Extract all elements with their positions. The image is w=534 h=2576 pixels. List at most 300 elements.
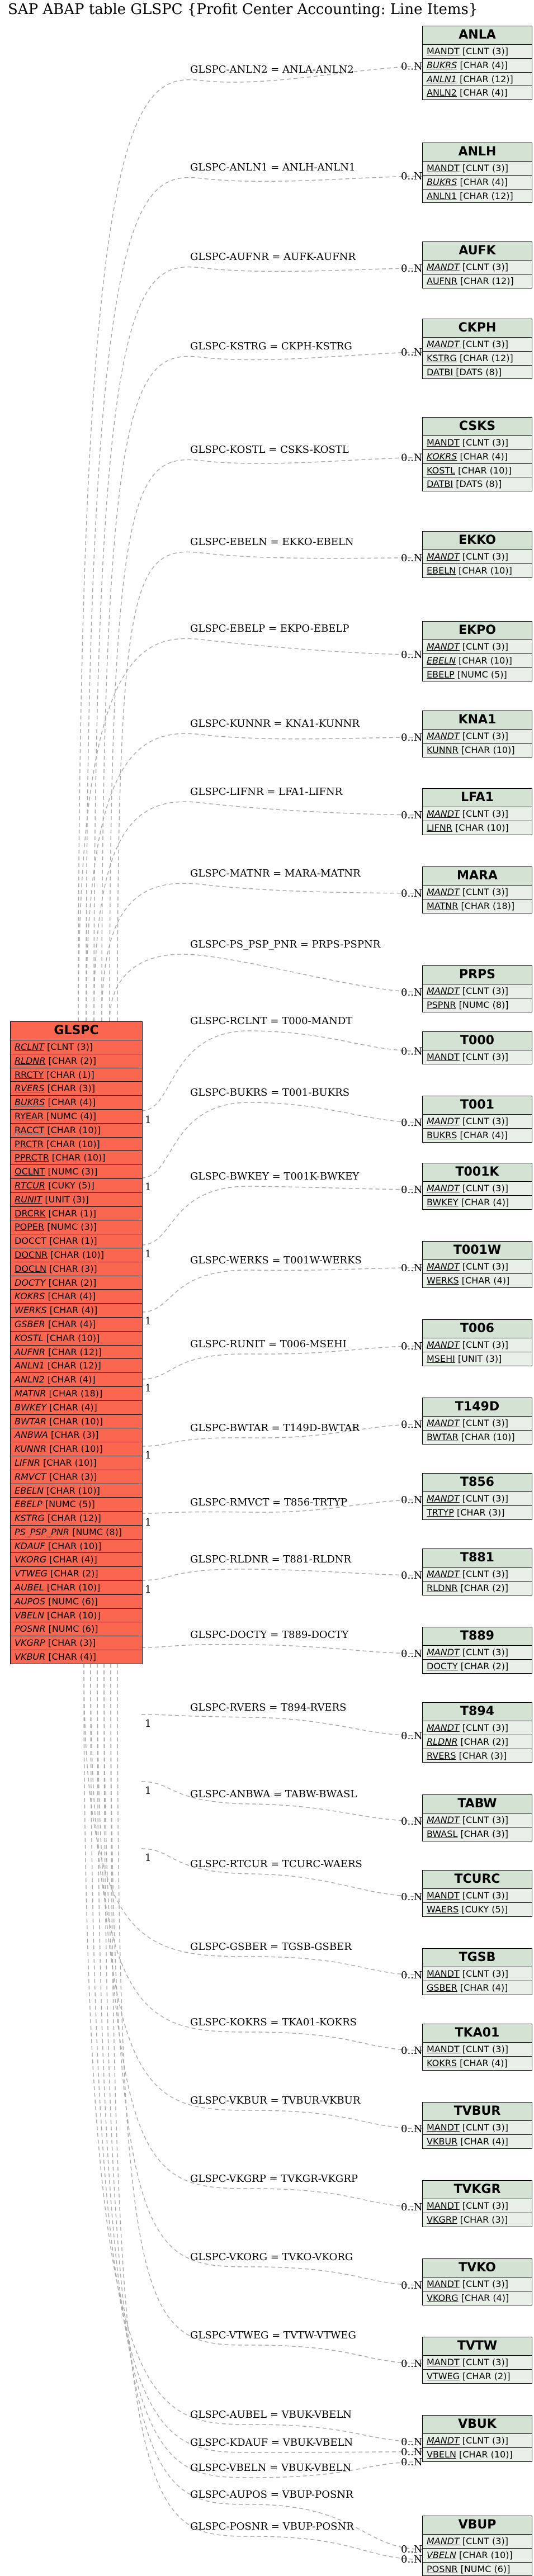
relation-edge: [111, 1664, 422, 2285]
field-row: [11, 1248, 142, 1262]
field-name: DOCTY: [15, 1277, 46, 1288]
field-name: MANDT: [427, 1052, 460, 1062]
field-type: [CHAR (10)]: [456, 655, 512, 666]
relation-edge: [86, 176, 422, 1021]
field-name: RVERS: [427, 1750, 456, 1761]
field-name: VKORG: [15, 1554, 47, 1565]
table-vbuk[interactable]: [422, 2415, 532, 2462]
field-row: [423, 899, 532, 913]
field-name: MANDT: [427, 1569, 460, 1579]
relation-label: GLSPC-BWKEY = T001K-BWKEY: [190, 1171, 360, 1182]
field-name: DRCRK: [15, 1208, 46, 1219]
field-row: [11, 1138, 142, 1152]
field-type: [CHAR (2)]: [48, 1568, 98, 1579]
field-name: MANDT: [427, 163, 460, 173]
relation-label: GLSPC-ANLN1 = ANLH-ANLN1: [190, 162, 356, 173]
cardinality-target: 0..N: [401, 809, 423, 821]
field-name: MANDT: [427, 1968, 460, 1979]
field-type: [CLNT (3)]: [459, 1261, 508, 1272]
field-name: MANDT: [427, 731, 460, 741]
field-row: [423, 1581, 532, 1595]
field-row: [11, 1207, 142, 1221]
table-tvbur[interactable]: [422, 2102, 532, 2149]
field-type: [NUMC (4)]: [44, 1110, 97, 1121]
field-row: [11, 1193, 142, 1207]
field-row: [11, 1636, 142, 1650]
field-type: [UNIT (3)]: [455, 1353, 502, 1364]
field-type: [CHAR (3)]: [457, 1828, 508, 1839]
field-type: [CHAR (10)]: [46, 1415, 103, 1427]
field-type: [CLNT (3)]: [459, 1890, 508, 1901]
field-type: [CLNT (3)]: [459, 641, 508, 652]
field-name: MANDT: [427, 2044, 460, 2054]
table-tvtw[interactable]: [422, 2337, 532, 2384]
table-header: T894: [423, 1703, 532, 1721]
relation-label: GLSPC-KUNNR = KNA1-KUNNR: [190, 718, 360, 730]
field-type: [CHAR (2)]: [460, 2370, 511, 2381]
field-type: [NUMC (6)]: [45, 1623, 98, 1635]
cardinality-source: 1: [145, 1315, 152, 1327]
table-t001w[interactable]: [422, 1241, 532, 1288]
table-ekpo[interactable]: [422, 621, 532, 681]
field-row: [423, 2291, 532, 2305]
field-name: RACCT: [15, 1124, 45, 1135]
field-row: [11, 1290, 142, 1304]
relation-edge: [104, 1664, 422, 2207]
table-header: ANLA: [423, 26, 532, 45]
table-lfa1[interactable]: [422, 788, 532, 835]
field-type: [CHAR (12)]: [456, 352, 513, 363]
cardinality-target: 0..N: [401, 1569, 423, 1581]
table-header: T006: [423, 1320, 532, 1338]
field-type: [CHAR (4)]: [45, 1097, 96, 1108]
table-ckph[interactable]: [422, 319, 532, 379]
table-t001[interactable]: [422, 1096, 532, 1143]
field-row: [423, 1492, 532, 1506]
cardinality-target: 0..N: [401, 2554, 423, 2566]
field-row: [423, 2121, 532, 2135]
field-name: DOCTY: [427, 1660, 458, 1671]
field-row: [11, 1595, 142, 1609]
field-type: [CHAR (10)]: [43, 1332, 100, 1343]
field-name: MANDT: [427, 641, 460, 652]
field-type: [NUMC (5)]: [42, 1499, 95, 1510]
relation-edge: [141, 1183, 423, 1245]
field-type: [CHAR (10)]: [458, 1431, 515, 1442]
field-name: VKORG: [427, 2292, 459, 2303]
cardinality-target: 0..N: [401, 1183, 423, 1196]
field-name: MANDT: [427, 46, 460, 56]
field-name: KOSTL: [427, 465, 456, 476]
field-type: [NUMC (3)]: [45, 1166, 98, 1177]
table-tvkgr[interactable]: [422, 2180, 532, 2227]
field-type: [CHAR (2)]: [45, 1055, 97, 1066]
cardinality-target: 0..N: [401, 1647, 423, 1660]
table-tcurc[interactable]: [422, 1870, 532, 1917]
table-tka01[interactable]: [422, 2024, 532, 2071]
field-type: [CLNT (3)]: [459, 2200, 508, 2211]
relation-edge: [141, 1102, 422, 1178]
field-row: [423, 984, 532, 998]
field-type: [CHAR (4)]: [459, 1275, 510, 1286]
field-row: [11, 1040, 142, 1054]
table-header: TCURC: [423, 1871, 532, 1889]
field-row: [423, 45, 532, 59]
field-type: [CHAR (4)]: [45, 1318, 96, 1329]
relation-label: GLSPC-AUFNR = AUFK-AUFNR: [190, 251, 356, 263]
table-anla[interactable]: [422, 26, 532, 100]
field-row: [11, 1553, 142, 1567]
field-row: [11, 1054, 142, 1068]
field-type: [CHAR (10)]: [44, 1609, 101, 1621]
field-type: [CLNT (3)]: [459, 2435, 508, 2446]
field-type: [CLNT (3)]: [459, 1722, 508, 1733]
field-type: [CHAR (12)]: [456, 73, 513, 84]
table-anlh[interactable]: [422, 143, 532, 203]
field-type: [CHAR (4)]: [46, 1401, 97, 1413]
field-row: [423, 274, 532, 288]
field-name: MANDT: [427, 551, 460, 562]
field-row: [423, 1721, 532, 1735]
field-name: EBELN: [427, 655, 456, 666]
field-name: MANDT: [427, 2435, 460, 2446]
field-type: [CHAR (3)]: [44, 1083, 96, 1094]
field-row: [11, 1234, 142, 1248]
field-type: [NUMC (6)]: [457, 2563, 511, 2574]
field-name: BWASL: [427, 1828, 458, 1839]
field-row: [423, 2370, 532, 2383]
table-csks[interactable]: [422, 417, 532, 491]
field-type: [CHAR (12)]: [44, 1513, 101, 1524]
field-name: ANLN1: [427, 73, 457, 84]
field-row: [423, 744, 532, 757]
table-t001k[interactable]: [422, 1163, 532, 1210]
table-aufk[interactable]: [422, 242, 532, 288]
field-name: MANDT: [427, 2536, 460, 2546]
field-name: KOKRS: [427, 2057, 457, 2068]
field-type: [CHAR (10)]: [458, 744, 515, 755]
field-type: [CHAR (10)]: [455, 465, 512, 476]
table-t881[interactable]: [422, 1549, 532, 1595]
field-type: [CHAR (10)]: [40, 1457, 97, 1468]
field-name: BUKRS: [427, 176, 457, 187]
field-type: [UNIT (3)]: [42, 1194, 89, 1205]
field-name: RLDNR: [427, 1582, 458, 1593]
relation-edge: [102, 883, 422, 1021]
field-type: [CLNT (3)]: [459, 986, 508, 996]
field-type: [CLNT (3)]: [459, 1493, 508, 1504]
field-name: MANDT: [427, 2357, 460, 2367]
table-t889[interactable]: [422, 1627, 532, 1674]
field-row: [423, 1129, 532, 1142]
field-type: [CHAR (4)]: [44, 1374, 96, 1385]
cardinality-target: 0..N: [401, 986, 423, 998]
relation-label: GLSPC-BWTAR = T149D-BWTAR: [190, 1422, 360, 1434]
table-header: TVBUR: [423, 2103, 532, 2121]
relation-edge: [94, 267, 422, 1021]
field-type: [CHAR (10)]: [44, 1485, 100, 1496]
cardinality-target: 0..N: [401, 262, 423, 274]
field-row: [423, 2043, 532, 2057]
relation-label: GLSPC-KSTRG = CKPH-KSTRG: [190, 340, 352, 352]
field-row: [423, 640, 532, 654]
field-type: [CHAR (4)]: [456, 2057, 508, 2068]
cardinality-target: 0..N: [401, 552, 423, 564]
table-t856[interactable]: [422, 1473, 532, 1520]
field-row: [423, 2448, 532, 2461]
field-name: BWKEY: [15, 1401, 47, 1413]
field-type: [CLNT (3)]: [459, 1569, 508, 1579]
field-row: [423, 338, 532, 352]
table-header: GLSPC: [11, 1022, 142, 1040]
field-type: [CHAR (2)]: [457, 1736, 509, 1747]
field-type: [CHAR (10)]: [48, 1249, 104, 1260]
table-kna1[interactable]: [422, 711, 532, 757]
cardinality-target: 0..N: [401, 731, 423, 744]
field-row: [423, 1981, 532, 1995]
table-header: VBUP: [423, 2516, 532, 2535]
field-row: [11, 1110, 142, 1124]
field-name: VBELN: [427, 2549, 456, 2560]
table-t006[interactable]: [422, 1319, 532, 1366]
field-type: [CLNT (3)]: [459, 1647, 508, 1658]
field-row: [423, 1735, 532, 1749]
field-type: [NUMC (5)]: [454, 669, 507, 680]
field-row: [11, 1082, 142, 1096]
field-type: [CHAR (10)]: [456, 2449, 513, 2460]
field-name: POSNR: [15, 1623, 46, 1635]
relation-edge: [141, 1849, 422, 1897]
relation-edge: [141, 1715, 422, 1736]
field-row: [423, 1660, 532, 1673]
field-row: [423, 73, 532, 87]
relation-edge: [141, 1782, 422, 1821]
field-name: AUFNR: [427, 275, 457, 286]
field-type: [CHAR (10)]: [452, 822, 509, 833]
field-name: MANDT: [427, 262, 460, 272]
table-t894[interactable]: [422, 1702, 532, 1763]
relation-label: GLSPC-GSBER = TGSB-GSBER: [190, 1941, 352, 1953]
field-name: DATBI: [427, 366, 453, 377]
field-row: [423, 1506, 532, 1519]
field-type: [CHAR (10)]: [456, 2549, 513, 2560]
field-name: MANDT: [427, 1116, 460, 1126]
field-name: RVERS: [15, 1083, 45, 1094]
field-type: [CHAR (2)]: [457, 1660, 509, 1671]
relation-label: GLSPC-ANLN2 = ANLA-ANLN2: [190, 64, 354, 75]
cardinality-target: 0..N: [401, 452, 423, 464]
field-type: [CHAR (1)]: [46, 1235, 97, 1247]
field-row: [423, 1182, 532, 1196]
field-name: MATNR: [427, 900, 459, 911]
table-t000[interactable]: [422, 1031, 532, 1064]
field-row: [423, 1352, 532, 1366]
relation-label: GLSPC-EBELP = EKPO-EBELP: [190, 623, 349, 634]
field-row: [11, 1512, 142, 1526]
field-type: [CHAR (4)]: [458, 1196, 509, 1208]
field-name: LIFNR: [15, 1457, 40, 1468]
relation-label: GLSPC-VKGRP = TVKGR-VKGRP: [190, 2173, 358, 2185]
field-name: MANDT: [427, 339, 460, 349]
table-header: MARA: [423, 867, 532, 886]
table-header: TVTW: [423, 2337, 532, 2356]
field-name: VKBUR: [15, 1651, 46, 1663]
field-name: WERKS: [15, 1305, 47, 1316]
table-prps[interactable]: [422, 965, 532, 1012]
field-row: [423, 886, 532, 899]
cardinality-target: 0..N: [401, 2201, 423, 2213]
cardinality-target: 0..N: [401, 2544, 423, 2556]
cardinality-source: 1: [145, 1450, 152, 1461]
field-row: [423, 807, 532, 821]
field-type: [CLNT (3)]: [459, 551, 508, 562]
field-name: RMVCT: [15, 1471, 46, 1482]
field-name: MANDT: [427, 2279, 460, 2289]
field-row: [423, 464, 532, 478]
field-type: [CLNT (3)]: [459, 887, 508, 897]
field-type: [CHAR (12)]: [44, 1360, 101, 1371]
field-type: [CHAR (10)]: [46, 1443, 103, 1455]
relation-label: GLSPC-RUNIT = T006-MSEHI: [190, 1338, 347, 1350]
field-row: [423, 59, 532, 73]
field-type: [NUMC (8)]: [456, 999, 509, 1010]
table-t149d[interactable]: [422, 1398, 532, 1445]
field-name: BWTAR: [15, 1415, 47, 1427]
table-header: TABW: [423, 1795, 532, 1813]
field-name: MATNR: [15, 1388, 46, 1399]
table-header: T856: [423, 1474, 532, 1492]
field-row: [423, 352, 532, 366]
cardinality-target: 0..N: [401, 887, 423, 899]
field-name: KOKRS: [15, 1291, 45, 1302]
field-name: ANBWA: [15, 1429, 48, 1441]
field-name: MANDT: [427, 1815, 460, 1825]
table-header: T881: [423, 1549, 532, 1568]
relation-edge: [141, 1569, 422, 1580]
field-row: [11, 1567, 142, 1581]
field-name: PSPNR: [427, 999, 456, 1010]
relation-label: GLSPC-AUPOS = VBUP-POSNR: [190, 2489, 353, 2501]
field-name: PS_PSP_PNR: [15, 1526, 69, 1537]
field-type: [CHAR (10)]: [44, 1138, 100, 1149]
field-type: [CUKY (5)]: [459, 1903, 508, 1915]
field-row: [423, 176, 532, 190]
table-header: TKA01: [423, 2024, 532, 2043]
cardinality-source: 1: [145, 1114, 152, 1126]
table-tgsb[interactable]: [422, 1948, 532, 1995]
field-row: [423, 1274, 532, 1287]
field-row: [11, 1470, 142, 1484]
field-row: [423, 2135, 532, 2148]
field-row: [423, 998, 532, 1012]
field-type: [CHAR (4)]: [45, 1291, 96, 1302]
cardinality-target: 0..N: [401, 1494, 423, 1506]
field-type: [CLNT (3)]: [459, 262, 508, 272]
table-mara[interactable]: [422, 866, 532, 913]
field-type: [CHAR (3)]: [456, 1750, 507, 1761]
table-ekko[interactable]: [422, 531, 532, 578]
field-name: ANLN2: [15, 1374, 45, 1385]
field-type: [CHAR (12)]: [457, 275, 514, 286]
field-row: [423, 2563, 532, 2576]
field-name: RRCTY: [15, 1069, 44, 1080]
field-name: BWTAR: [427, 1431, 459, 1442]
field-type: [CLNT (3)]: [459, 2122, 508, 2133]
field-name: KUNNR: [15, 1443, 46, 1455]
relation-label: GLSPC-VTWEG = TVTW-VTWEG: [190, 2329, 356, 2341]
field-name: MANDT: [427, 1339, 460, 1350]
field-row: [423, 1050, 532, 1064]
cardinality-source: 1: [145, 1248, 152, 1260]
cardinality-target: 0..N: [401, 1116, 423, 1129]
field-type: [CLNT (3)]: [459, 1968, 508, 1979]
table-header: AUFK: [423, 242, 532, 261]
field-name: KDAUF: [15, 1540, 45, 1551]
page-title: SAP ABAP table GLSPC {Profit Center Accounting: Line Items}: [8, 1, 478, 18]
field-type: [CLNT (3)]: [459, 2044, 508, 2054]
field-row: [423, 2549, 532, 2563]
field-type: [CHAR (3)]: [457, 2214, 508, 2225]
table-glspc[interactable]: [10, 1021, 143, 1664]
field-type: [CLNT (3)]: [459, 2279, 508, 2289]
field-name: GSBER: [427, 1982, 457, 1993]
table-vbup[interactable]: [422, 2516, 532, 2576]
field-row: [11, 1498, 142, 1512]
field-type: [CLNT (3)]: [459, 1418, 508, 1428]
field-name: KSTRG: [427, 352, 457, 363]
field-name: GSBER: [15, 1318, 45, 1329]
field-name: AUPOS: [15, 1595, 46, 1607]
field-row: [11, 1650, 142, 1664]
field-row: [423, 2535, 532, 2549]
field-row: [11, 1346, 142, 1360]
cardinality-target: 0..N: [401, 1891, 423, 1903]
field-name: VBELN: [427, 2449, 456, 2460]
relation-label: GLSPC-VKBUR = TVBUR-VKBUR: [190, 2095, 361, 2106]
field-type: [CHAR (1)]: [45, 1208, 97, 1219]
relation-label: GLSPC-PS_PSP_PNR = PRPS-PSPNR: [190, 939, 381, 950]
field-row: [423, 2213, 532, 2227]
field-row: [423, 366, 532, 379]
field-row: [11, 1179, 142, 1193]
relation-label: GLSPC-LIFNR = LFA1-LIFNR: [190, 786, 343, 798]
table-tvko[interactable]: [422, 2258, 532, 2305]
field-row: [423, 162, 532, 176]
field-type: [CLNT (3)]: [459, 1183, 508, 1194]
field-type: [CHAR (4)]: [45, 1651, 96, 1663]
relation-label: GLSPC-POSNR = VBUP-POSNR: [190, 2521, 354, 2532]
field-type: [CHAR (4)]: [457, 59, 508, 70]
field-name: DOCLN: [15, 1263, 46, 1274]
relation-label: GLSPC-MATNR = MARA-MATNR: [190, 868, 361, 879]
cardinality-target: 0..N: [401, 1340, 423, 1352]
relation-label: GLSPC-VBELN = VBUK-VBELN: [190, 2462, 352, 2474]
relation-label: GLSPC-EBELN = EKKO-EBELN: [190, 536, 354, 548]
field-type: [NUMC (6)]: [45, 1595, 98, 1607]
field-type: [CHAR (12)]: [456, 190, 513, 201]
field-row: [11, 1526, 142, 1540]
table-tabw[interactable]: [422, 1794, 532, 1841]
field-row: [423, 2356, 532, 2370]
field-row: [11, 1609, 142, 1623]
cardinality-target: 0..N: [401, 171, 423, 183]
field-row: [423, 564, 532, 577]
field-type: [CLNT (3)]: [459, 1116, 508, 1126]
cardinality-target: 0..N: [401, 1045, 423, 1058]
field-row: [423, 190, 532, 203]
field-name: MANDT: [427, 1647, 460, 1658]
field-type: [CHAR (1)]: [44, 1069, 94, 1080]
